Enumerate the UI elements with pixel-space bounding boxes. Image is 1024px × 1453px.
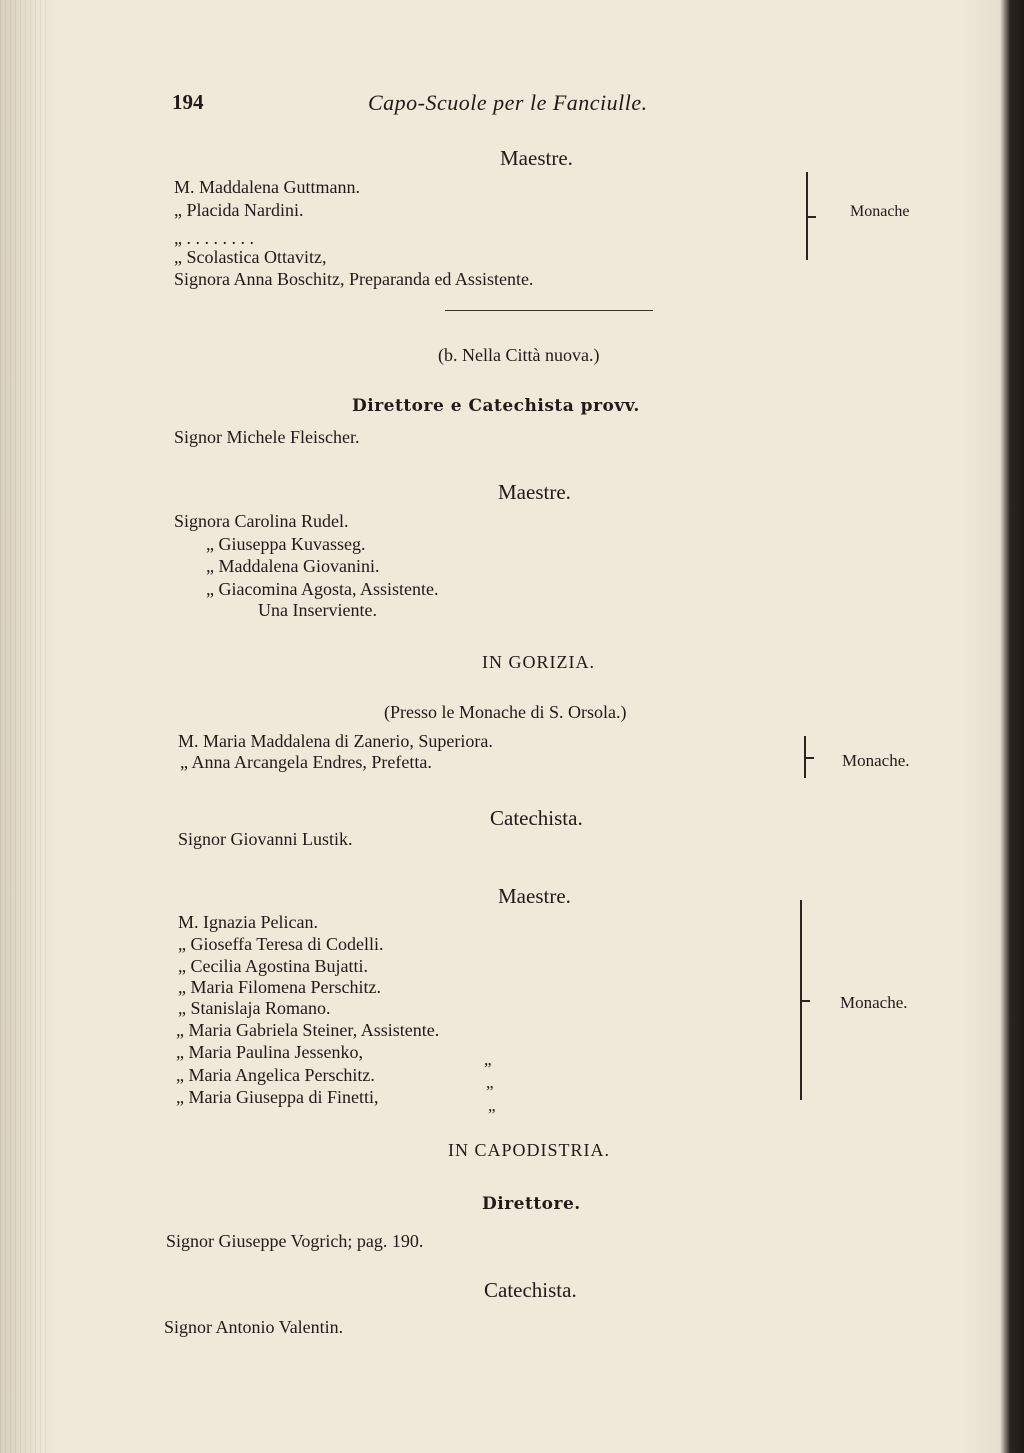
side-label-monache-2: Monache. [842,751,910,770]
list-item: M. Maria Maddalena di Zanerio, Superiora. [178,731,493,751]
catechista-heading-gorizia: Catechista. [490,806,583,830]
brace-icon [806,172,822,260]
maestre-heading-gorizia: Maestre. [498,884,571,908]
section-title-gorizia: IN GORIZIA. [482,652,595,672]
ditto-mark: „ [484,1050,492,1069]
list-item: „ Scolastica Ottavitz, [174,247,327,267]
maestre-heading-2: Maestre. [498,480,571,504]
list-item: „ Stanislaja Romano. [178,998,331,1018]
running-title: Capo-Scuole per le Fanciulle. [368,90,648,115]
list-item: „ Maddalena Giovanini. [206,556,380,576]
list-item: „ Maria Paulina Jessenko, [176,1042,363,1062]
list-item: Signora Carolina Rudel. [174,511,349,531]
list-item: „ Giacomina Agosta, Assistente. [206,579,439,599]
list-item: „ Giuseppa Kuvasseg. [206,534,366,554]
maestre-heading-1: Maestre. [500,146,573,170]
direttore-heading-capodistria: Direttore. [482,1194,581,1214]
brace-icon [804,736,820,778]
list-item: „ Maria Gabriela Steiner, Assistente. [176,1020,440,1040]
list-item: „ Maria Filomena Perschitz. [178,977,381,997]
list-item: M. Maddalena Guttmann. [174,177,360,197]
section-subtitle-gorizia: (Presso le Monache di S. Orsola.) [384,702,627,722]
side-label-monache-3: Monache. [840,993,908,1012]
ditto-mark: „ [486,1073,494,1092]
catechista-name-gorizia: Signor Giovanni Lustik. [178,829,353,849]
ditto-mark: „ [488,1096,496,1115]
list-item: „ Maria Giuseppa di Finetti, [176,1087,379,1107]
page-number: 194 [172,90,204,114]
book-spine-edge [0,0,48,1453]
direttore-name-capodistria: Signor Giuseppe Vogrich; pag. 190. [166,1231,424,1251]
list-item: „ Anna Arcangela Endres, Prefetta. [180,752,432,772]
list-item: Una Inserviente. [258,600,377,620]
list-item: „ Maria Angelica Perschitz. [176,1065,375,1085]
section-divider [445,310,653,311]
brace-icon [800,900,816,1100]
catechista-heading-capodistria: Catechista. [484,1278,577,1302]
list-item: „ Placida Nardini. [174,200,304,220]
direttore-name: Signor Michele Fleischer. [174,427,360,447]
section-title-capodistria: IN CAPODISTRIA. [448,1140,611,1160]
list-item: „ Gioseffa Teresa di Codelli. [178,934,384,954]
list-item: „ Cecilia Agostina Bujatti. [178,956,368,976]
side-label-monache-1: Monache [850,203,910,220]
direttore-catechista-heading: Direttore e Catechista provv. [352,396,640,416]
catechista-name-capodistria: Signor Antonio Valentin. [164,1317,344,1337]
section-subtitle: (b. Nella Città nuova.) [438,345,600,365]
list-item: „ . . . . . . . . [174,228,254,248]
list-item: Signora Anna Boschitz, Preparanda ed Assistente. [174,269,534,289]
list-item: M. Ignazia Pelican. [178,912,318,932]
